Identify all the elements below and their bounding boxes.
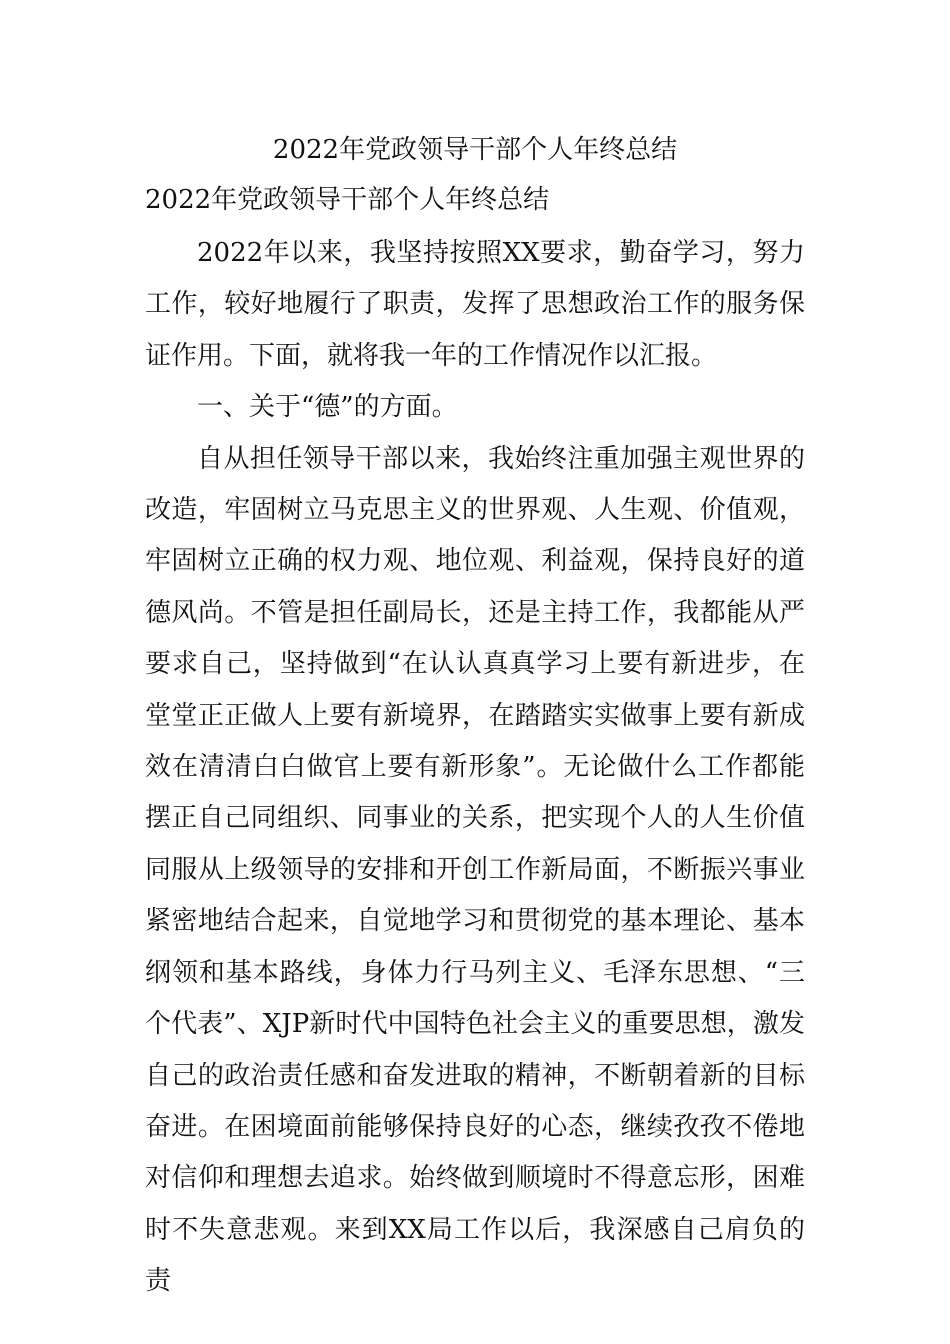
paragraph-de-content: 自从担任领导干部以来，我始终注重加强主观世界的改造，牢固树立马克思主义的世界观、人生观、价值观，牢固树立正确的权力观、地位观、利益观，保持良好的道德风尚。不管是担任副局长，还是主持工作，我都能从严要求自己，坚持做到“在认认真真学习上要有新进步，在堂堂正正做人上要有新境界，在踏踏实实做事上要有新成效在清清白白做官上要有新形象”。无论做什么工作都能摆正自己同组织、同事业的关系，把实现个人的人生价值同服从上级领导的安排和开创工作新局面，不断振兴事业紧密地结合起来，自觉地学习和贯彻党的基本理论、基本纲领和基本路线，身体力行马列主义、毛泽东思想、“三个代表”、XJP新时代中国特色社会主义的重要思想，激发自己的政治责任感和奋发进取的精神，不断朝着新的目标奋进。在困境面前能够保持良好的心态，继续孜孜不倦地对信仰和理想去追求。始终做到顺境时不得意忘形，困难时不失意悲观。来到XX局工作以后，我深感自己肩负的责	[145, 443, 805, 1297]
document-subtitle: 2022年党政领导干部个人年终总结	[145, 185, 550, 215]
section-heading-de: 一、关于“德”的方面。	[197, 392, 458, 423]
document-body	[145, 228, 805, 1308]
paragraph-intro: 2022年以来，我坚持按照XX要求，勤奋学习，努力工作，较好地履行了职责，发挥了思想政治工作的服务保证作用。下面，就将我一年的工作情况作以汇报。	[145, 238, 805, 371]
document-title: 2022年党政领导干部个人年终总结	[272, 135, 678, 165]
